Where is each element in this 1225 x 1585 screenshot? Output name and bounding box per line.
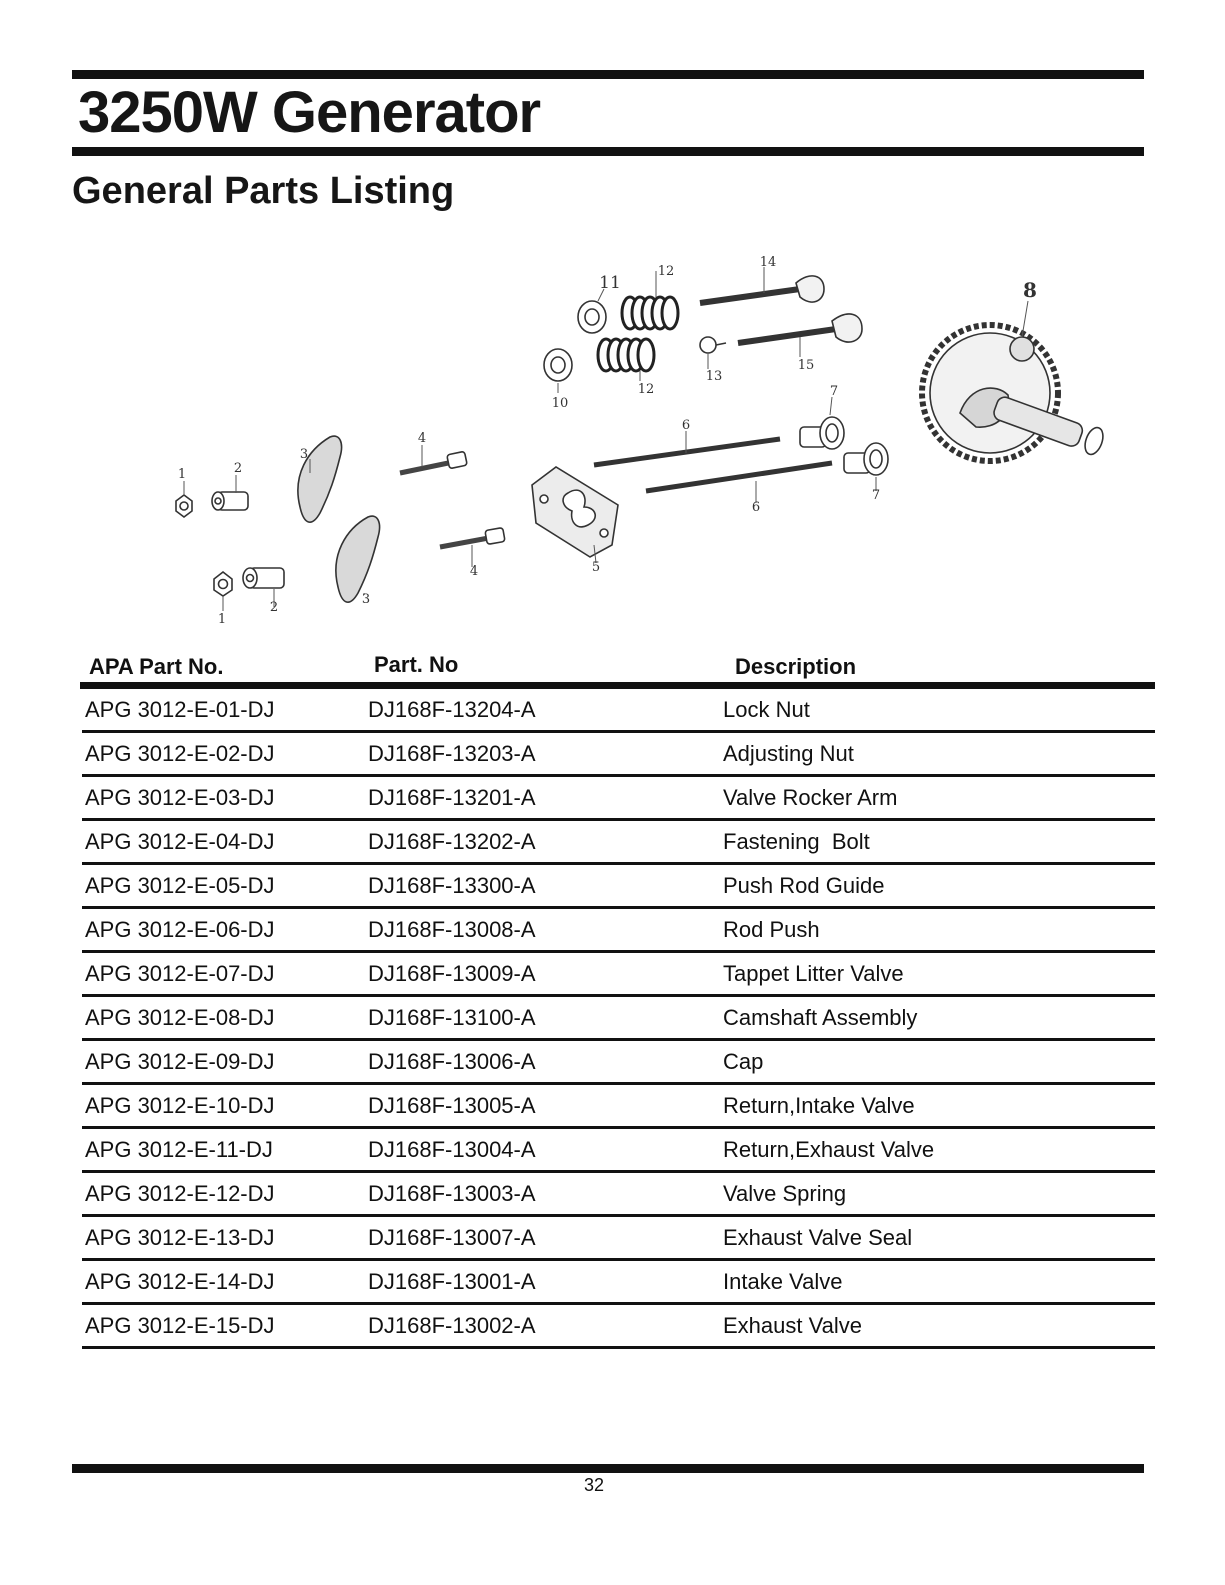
apa-part-number-cell: APG 3012-E-15-DJ bbox=[85, 1313, 275, 1338]
callout-12: 12 bbox=[657, 264, 675, 279]
parts-table-body bbox=[82, 689, 1155, 1349]
table-row bbox=[82, 1261, 1155, 1305]
table-row bbox=[82, 689, 1155, 733]
callout-2: 2 bbox=[233, 461, 243, 476]
callout-7: 7 bbox=[829, 384, 839, 399]
table-row bbox=[82, 733, 1155, 777]
callout-10: 10 bbox=[551, 396, 569, 411]
table-row bbox=[82, 1085, 1155, 1129]
description-cell: Camshaft Assembly bbox=[723, 1005, 918, 1030]
exploded-parts-diagram bbox=[160, 245, 1120, 635]
intake-return-part bbox=[544, 349, 572, 381]
part-number-cell: DJ168F-13100-A bbox=[368, 1005, 536, 1030]
part-number-cell: DJ168F-13001-A bbox=[368, 1269, 536, 1294]
part-number-cell: DJ168F-13009-A bbox=[368, 961, 536, 986]
table-header bbox=[80, 652, 1155, 682]
part-number-cell: DJ168F-13008-A bbox=[368, 917, 536, 942]
table-row bbox=[82, 1129, 1155, 1173]
lock-nut-part bbox=[176, 495, 192, 517]
part-number-cell: DJ168F-13003-A bbox=[368, 1181, 536, 1206]
apa-part-number-cell: APG 3012-E-08-DJ bbox=[85, 1005, 275, 1030]
callout-15: 15 bbox=[797, 358, 815, 373]
description-cell: Cap bbox=[723, 1049, 764, 1074]
apa-part-number-cell: APG 3012-E-12-DJ bbox=[85, 1181, 275, 1206]
apa-part-number-cell: APG 3012-E-04-DJ bbox=[85, 829, 275, 854]
apa-part-number-cell: APG 3012-E-02-DJ bbox=[85, 741, 275, 766]
fastening-bolt-part bbox=[440, 528, 505, 547]
valve-seal-part bbox=[700, 337, 726, 353]
apa-part-number-cell: APG 3012-E-07-DJ bbox=[85, 961, 275, 986]
table-header-rule bbox=[80, 682, 1155, 689]
table-row bbox=[82, 1217, 1155, 1261]
column-header-apa-part-no: APA Part No. bbox=[89, 654, 224, 679]
description-cell: Fastening Bolt bbox=[723, 829, 870, 854]
section-title: General Parts Listing bbox=[72, 170, 455, 212]
part-number-cell: DJ168F-13300-A bbox=[368, 873, 536, 898]
callout-1: 1 bbox=[217, 612, 227, 627]
top-rule bbox=[72, 70, 1144, 79]
callout-4: 4 bbox=[417, 431, 427, 446]
table-row bbox=[82, 821, 1155, 865]
rocker-arm-part bbox=[336, 516, 380, 602]
valve-spring-part bbox=[598, 339, 654, 371]
valve-spring-part bbox=[622, 297, 678, 329]
description-cell: Valve Rocker Arm bbox=[723, 785, 898, 810]
part-number-cell: DJ168F-13005-A bbox=[368, 1093, 536, 1118]
tappet-part bbox=[800, 417, 844, 449]
table-row bbox=[82, 997, 1155, 1041]
description-cell: Return,Exhaust Valve bbox=[723, 1137, 935, 1162]
adjusting-nut-part bbox=[243, 568, 284, 588]
part-number-cell: DJ168F-13002-A bbox=[368, 1313, 536, 1338]
part-number-cell: DJ168F-13203-A bbox=[368, 741, 536, 766]
description-cell: Return,Intake Valve bbox=[723, 1093, 915, 1118]
footer-rule bbox=[72, 1464, 1144, 1473]
column-header-description: Description bbox=[735, 654, 857, 679]
callout-5: 5 bbox=[591, 560, 601, 575]
callout-2: 2 bbox=[269, 600, 279, 615]
callout-13: 13 bbox=[705, 369, 723, 384]
part-number-cell: DJ168F-13006-A bbox=[368, 1049, 536, 1074]
callout-11: 11 bbox=[599, 273, 621, 293]
callout-labels bbox=[178, 255, 1037, 627]
apa-part-number-cell: APG 3012-E-01-DJ bbox=[85, 697, 275, 722]
table-row bbox=[82, 953, 1155, 997]
callout-3: 3 bbox=[361, 592, 371, 607]
callout-8: 8 bbox=[1023, 278, 1037, 302]
callout-6: 6 bbox=[681, 418, 691, 433]
part-number-cell: DJ168F-13201-A bbox=[368, 785, 536, 810]
push-rod-guide-part bbox=[532, 467, 618, 557]
description-cell: Rod Push bbox=[723, 917, 820, 942]
intake-valve-part bbox=[700, 276, 824, 303]
table-row bbox=[82, 909, 1155, 953]
document-title: 3250W Generator bbox=[78, 80, 541, 145]
callout-7: 7 bbox=[871, 488, 881, 503]
description-cell: Intake Valve bbox=[723, 1269, 843, 1294]
description-cell: Exhaust Valve Seal bbox=[723, 1225, 913, 1250]
apa-part-number-cell: APG 3012-E-14-DJ bbox=[85, 1269, 275, 1294]
page-number: 32 bbox=[583, 1475, 605, 1495]
column-header-part-no: Part. No bbox=[374, 652, 459, 677]
part-number-cell: DJ168F-13007-A bbox=[368, 1225, 536, 1250]
apa-part-number-cell: APG 3012-E-11-DJ bbox=[85, 1137, 273, 1162]
apa-part-number-cell: APG 3012-E-06-DJ bbox=[85, 917, 275, 942]
callout-3: 3 bbox=[299, 447, 309, 462]
lock-nut-part bbox=[214, 572, 232, 596]
table-row bbox=[82, 777, 1155, 821]
callout-1: 1 bbox=[177, 467, 187, 482]
table-row bbox=[82, 1305, 1155, 1349]
camshaft-assembly-part bbox=[922, 325, 1106, 461]
apa-part-number-cell: APG 3012-E-03-DJ bbox=[85, 785, 275, 810]
table-row bbox=[82, 865, 1155, 909]
adjusting-nut-part bbox=[212, 492, 248, 510]
description-cell: Tappet Litter Valve bbox=[723, 961, 904, 986]
exhaust-return-part bbox=[578, 301, 606, 333]
tappet-part bbox=[844, 443, 888, 475]
part-number-cell: DJ168F-13004-A bbox=[368, 1137, 536, 1162]
callout-6: 6 bbox=[751, 500, 761, 515]
apa-part-number-cell: APG 3012-E-13-DJ bbox=[85, 1225, 275, 1250]
description-cell: Lock Nut bbox=[723, 697, 810, 722]
part-number-cell: DJ168F-13204-A bbox=[368, 697, 536, 722]
apa-part-number-cell: APG 3012-E-10-DJ bbox=[85, 1093, 275, 1118]
callout-4: 4 bbox=[469, 564, 479, 579]
description-cell: Adjusting Nut bbox=[723, 741, 854, 766]
table-row bbox=[82, 1041, 1155, 1085]
fastening-bolt-part bbox=[400, 451, 467, 473]
part-number-cell: DJ168F-13202-A bbox=[368, 829, 536, 854]
push-rod-part bbox=[594, 439, 832, 491]
table-row bbox=[82, 1173, 1155, 1217]
apa-part-number-cell: APG 3012-E-05-DJ bbox=[85, 873, 275, 898]
description-cell: Exhaust Valve bbox=[723, 1313, 863, 1338]
title-rule bbox=[72, 147, 1144, 156]
apa-part-number-cell: APG 3012-E-09-DJ bbox=[85, 1049, 275, 1074]
callout-12: 12 bbox=[637, 382, 655, 397]
description-cell: Valve Spring bbox=[723, 1181, 847, 1206]
description-cell: Push Rod Guide bbox=[723, 873, 885, 898]
callout-14: 14 bbox=[759, 255, 777, 270]
